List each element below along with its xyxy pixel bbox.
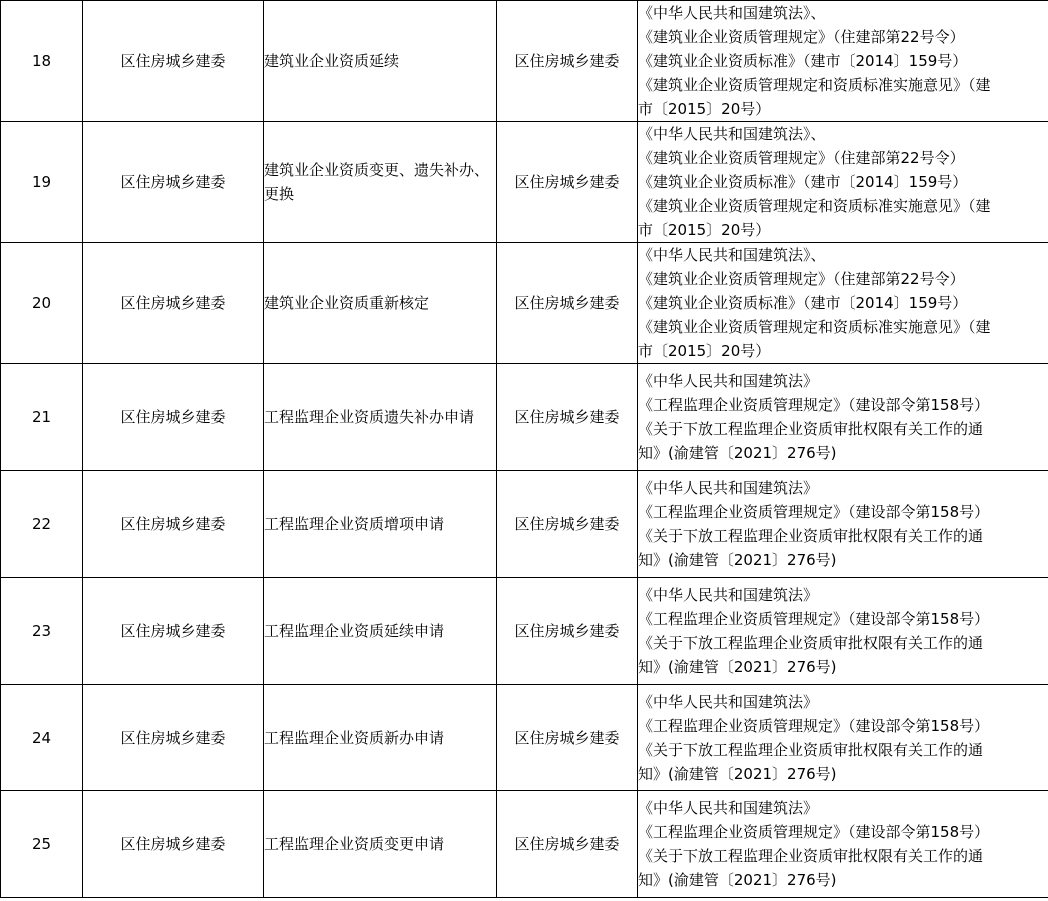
matter-name-cell: 工程监理企业资质延续申请 <box>264 578 497 685</box>
legal-basis-line: 《中华人民共和国建筑法》、 <box>638 125 826 143</box>
table-body <box>1 1 1048 898</box>
legal-basis-line: 市〔2015〕20号） <box>638 221 771 239</box>
legal-basis-line: 《建筑业企业资质标准》（建市〔2014〕159号） <box>638 294 968 312</box>
legal-basis-line: 《工程监理企业资质管理规定》（建设部令第158号） <box>638 716 990 735</box>
legal-basis-line: 《关于下放工程监理企业资质审批权限有关工作的通 <box>638 847 984 865</box>
table-row <box>1 364 1048 471</box>
legal-basis-line: 《关于下放工程监理企业资质审批权限有关工作的通 <box>638 634 984 652</box>
legal-basis-cell <box>638 243 1048 364</box>
matter-name-cell: 工程监理企业资质变更申请 <box>264 791 497 898</box>
legal-basis-cell <box>638 122 1048 243</box>
legal-basis-line: 《工程监理企业资质管理规定》（建设部令第158号） <box>638 610 990 628</box>
legal-basis-line: 《关于下放工程监理企业资质审批权限有关工作的通 <box>638 740 984 759</box>
legal-basis-line: 知》(渝建管〔2021〕276号) <box>638 444 837 462</box>
table-row <box>1 122 1048 243</box>
row-number-cell: 18 <box>1 1 83 122</box>
row-number-cell: 19 <box>1 122 83 243</box>
implementing-body-cell: 区住房城乡建委 <box>497 364 638 471</box>
department-cell: 区住房城乡建委 <box>83 685 264 791</box>
legal-basis-line: 《建筑业企业资质管理规定》（住建部第22号令） <box>638 270 965 288</box>
legal-basis-line: 市〔2015〕20号） <box>638 100 771 118</box>
department-cell: 区住房城乡建委 <box>83 364 264 471</box>
table-row <box>1 471 1048 578</box>
table-row <box>1 791 1048 898</box>
legal-basis-line: 《工程监理企业资质管理规定》（建设部令第158号） <box>638 503 990 521</box>
legal-basis-line: 《关于下放工程监理企业资质审批权限有关工作的通 <box>638 420 984 438</box>
implementing-body-cell: 区住房城乡建委 <box>497 578 638 685</box>
department-cell: 区住房城乡建委 <box>83 243 264 364</box>
department-cell: 区住房城乡建委 <box>83 578 264 685</box>
legal-basis-cell <box>638 578 1048 685</box>
legal-basis-line: 知》(渝建管〔2021〕276号) <box>638 764 837 783</box>
legal-basis-line: 《中华人民共和国建筑法》 <box>638 692 819 711</box>
table-row <box>1 578 1048 685</box>
legal-basis-cell <box>638 685 1048 791</box>
legal-basis-cell <box>638 791 1048 898</box>
legal-basis-line: 知》(渝建管〔2021〕276号) <box>638 658 837 676</box>
legal-basis-line: 《中华人民共和国建筑法》、 <box>638 246 826 264</box>
department-cell: 区住房城乡建委 <box>83 791 264 898</box>
matter-name-cell: 工程监理企业资质增项申请 <box>264 471 497 578</box>
row-number-cell: 25 <box>1 791 83 898</box>
implementing-body-cell: 区住房城乡建委 <box>497 243 638 364</box>
legal-basis-cell <box>638 471 1048 578</box>
row-number-cell: 22 <box>1 471 83 578</box>
legal-basis-line: 《建筑业企业资质管理规定和资质标准实施意见》（建 <box>638 76 991 94</box>
legal-basis-line: 知》(渝建管〔2021〕276号) <box>638 551 837 569</box>
legal-basis-cell <box>638 364 1048 471</box>
legal-basis-cell <box>638 1 1048 122</box>
matter-name-cell: 工程监理企业资质遗失补办申请 <box>264 364 497 471</box>
row-number-cell: 20 <box>1 243 83 364</box>
table-row <box>1 1 1048 122</box>
table-row <box>1 685 1048 791</box>
legal-basis-line: 《中华人民共和国建筑法》 <box>638 372 819 390</box>
row-number-cell: 23 <box>1 578 83 685</box>
matter-name-cell: 建筑业企业资质延续 <box>264 1 497 122</box>
row-number-cell: 21 <box>1 364 83 471</box>
department-cell: 区住房城乡建委 <box>83 1 264 122</box>
legal-basis-line: 《中华人民共和国建筑法》 <box>638 479 819 497</box>
legal-basis-line: 知》(渝建管〔2021〕276号) <box>638 871 837 889</box>
legal-basis-line: 《建筑业企业资质标准》（建市〔2014〕159号） <box>638 52 968 70</box>
legal-basis-line: 《建筑业企业资质标准》（建市〔2014〕159号） <box>638 173 968 191</box>
legal-basis-line: 《建筑业企业资质管理规定》（住建部第22号令） <box>638 28 965 46</box>
implementing-body-cell: 区住房城乡建委 <box>497 791 638 898</box>
implementing-body-cell: 区住房城乡建委 <box>497 122 638 243</box>
legal-basis-line: 《工程监理企业资质管理规定》（建设部令第158号） <box>638 823 990 841</box>
matter-name-cell: 建筑业企业资质重新核定 <box>264 243 497 364</box>
legal-basis-line: 《中华人民共和国建筑法》、 <box>638 4 826 22</box>
legal-basis-line: 《建筑业企业资质管理规定》（住建部第22号令） <box>638 149 965 167</box>
implementing-body-cell: 区住房城乡建委 <box>497 1 638 122</box>
legal-basis-line: 《中华人民共和国建筑法》 <box>638 586 819 604</box>
department-cell: 区住房城乡建委 <box>83 122 264 243</box>
row-number-cell: 24 <box>1 685 83 791</box>
legal-basis-line: 《关于下放工程监理企业资质审批权限有关工作的通 <box>638 527 984 545</box>
legal-basis-line: 《中华人民共和国建筑法》 <box>638 799 819 817</box>
matter-name-cell: 工程监理企业资质新办申请 <box>264 685 497 791</box>
legal-basis-line: 《建筑业企业资质管理规定和资质标准实施意见》（建 <box>638 197 991 215</box>
implementing-body-cell: 区住房城乡建委 <box>497 685 638 791</box>
legal-basis-line: 《建筑业企业资质管理规定和资质标准实施意见》（建 <box>638 318 991 336</box>
legal-basis-line: 市〔2015〕20号） <box>638 342 771 360</box>
department-cell: 区住房城乡建委 <box>83 471 264 578</box>
table-row <box>1 243 1048 364</box>
matter-name-cell: 建筑业企业资质变更、遗失补办、更换 <box>264 122 497 243</box>
legal-basis-line: 《工程监理企业资质管理规定》（建设部令第158号） <box>638 396 990 414</box>
implementing-body-cell: 区住房城乡建委 <box>497 471 638 578</box>
